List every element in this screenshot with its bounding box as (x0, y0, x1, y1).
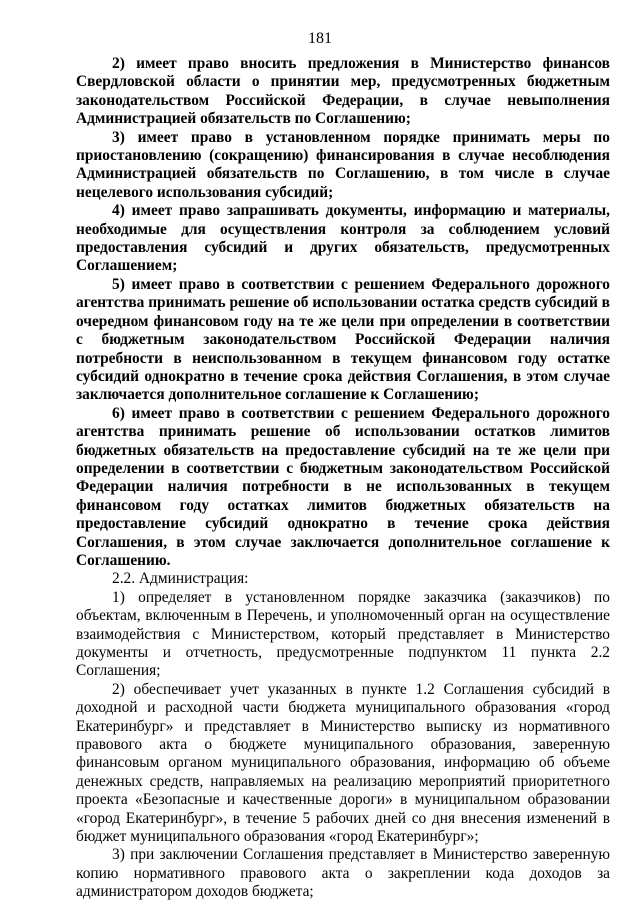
paragraph-item-6: 6) имеет право в соответствии с решением Федерального дорожного агентства принимать решение об использовании остатков лимитов бюджетных обязательств на предоставление субсидий на те же цели при определении в соответствии с бюджетным законодательством Российской Федерации наличия потребности в не использованных в текущем финансовом году остатках лимитов бюджетных обязательств на предоставление субсидий однократно в течение срока действия Соглашения, в этом случае заключается дополнительное соглашение к Соглашению. (76, 404, 610, 569)
document-body (76, 55, 610, 902)
paragraph-item-2: 2) имеет право вносить предложения в Министерство финансов Свердловской области о принятии мер, предусмотренных бюджетным законодательством Российской Федерации, в случае невыполнения Администрацией обязательств по Соглашению; (76, 55, 610, 128)
paragraph-item-3: 3) имеет право в установленном порядке принимать меры по приостановлению (сокращению) финансирования в случае несоблюдения Администрацией обязательств по Соглашению, в том числе в случае нецелевого использования субсидий; (76, 128, 610, 201)
section-paragraph-1: 1) определяет в установленном порядке заказчика (заказчиков) по объектам, включенным в Перечень, и уполномоченный орган на осуществление взаимодействия с Министерством, который представляет в Министерство документы и отчетность, предусмотренные подпунктом 11 пункта 2.2 Соглашения; (76, 588, 610, 680)
paragraph-item-4: 4) имеет право запрашивать документы, информацию и материалы, необходимые для осуществления контроля за соблюдением условий предоставления субсидий и других обязательств, предусмотренных Соглашением; (76, 202, 610, 275)
section-paragraph-2: 2) обеспечивает учет указанных в пункте 1.2 Соглашения субсидий в доходной и расходной части бюджета муниципального образования «город Екатеринбург» и представляет в Министерство выписку из нормативного правового акта о бюджете муниципального образования, заверенную финансовым органом муниципального образования, информацию об объеме денежных средств, направляемых на реализацию мероприятий приоритетного проекта «Безопасные и качественные дороги» в муниципальном образовании «город Екатеринбург», в течение 5 рабочих дней со дня внесения изменений в бюджет муниципального образования «город Екатеринбург»; (76, 680, 610, 846)
page-number: 181 (308, 30, 332, 47)
paragraph-item-5: 5) имеет право в соответствии с решением Федерального дорожного агентства принимать решение об использовании остатка средств субсидий в очередном финансовом году на те же цели при определении в соответствии с бюджетным законодательством Российской Федерации наличия потребности в неиспользованном в текущем финансовом году остатке субсидий однократно в течение срока действия Соглашения, в этом случае заключается дополнительное соглашение к Соглашению; (76, 275, 610, 404)
section-heading: 2.2. Администрация: (112, 570, 249, 588)
section-paragraph-3: 3) при заключении Соглашения представляет в Министерство заверенную копию нормативного правового акта о закреплении кода доходов за администратором доходов бюджета; (76, 846, 610, 901)
